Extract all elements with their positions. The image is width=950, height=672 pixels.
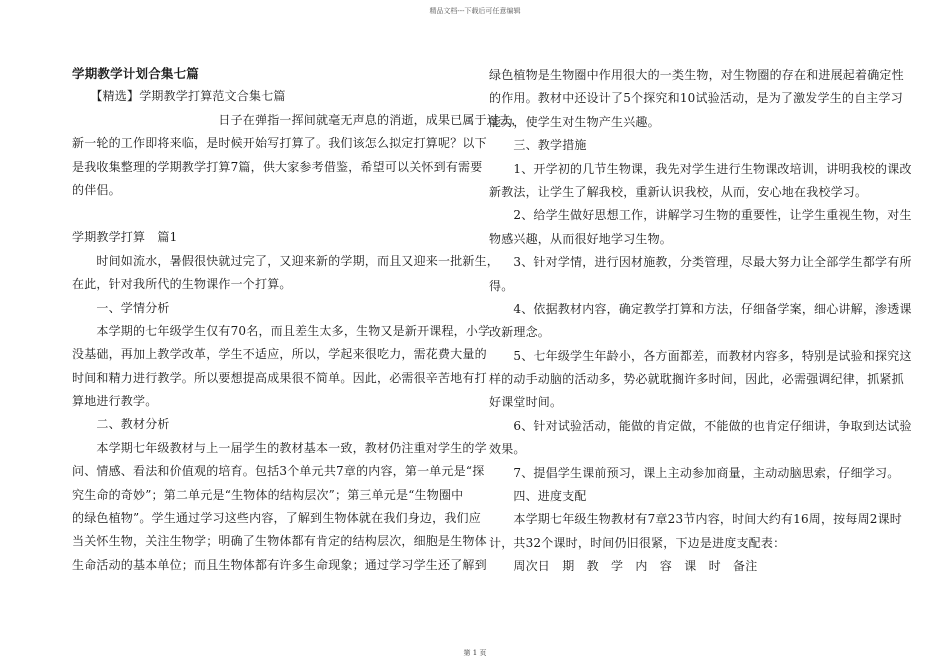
text-line: 本学期七年级教材与上一届学生的教材基本一致，教材仍注重对学生的学 xyxy=(72,440,487,455)
text-line: 绿色植物是生物圈中作用很大的一类生物，对生物圈的存在和进展起着确定性 xyxy=(489,68,904,82)
text-line: 效果。 xyxy=(489,442,526,457)
text-line: 的伴侣。 xyxy=(72,182,121,197)
text-line: 本学期七年级生物教材有7章23节内容，时间大约有16周，按每周2课时 xyxy=(489,512,903,527)
text-line: 新教法，让学生了解我校，重新认识我校，从而，安心地在我校学习。 xyxy=(489,184,868,199)
intro-paragraph xyxy=(72,85,524,202)
text-line: 四、进度支配 xyxy=(489,489,587,504)
text-line: 3、针对学情，进行因材施教，分类管理，尽最大努力让全部学生都学有所 xyxy=(489,255,912,270)
page-number: 第 1 页 xyxy=(463,649,487,657)
text-line: 的作用。教材中还设计了5个探究和10试验活动，是为了激发学生的自主学习 xyxy=(489,91,903,106)
text-line: 6、针对试验活动，能做的肯定做，不能做的也肯定仔细讲，争取到达试验 xyxy=(489,418,912,433)
text-line: 样的动手动脑的活动多，势必就耽搁许多时间，因此，必需强调纪律，抓紧抓 xyxy=(489,372,904,387)
text-line: 好课堂时间。 xyxy=(489,395,563,410)
text-line: 一、学情分析 xyxy=(72,300,170,315)
section-body xyxy=(72,226,500,577)
text-line: 7、提倡学生课前预习，课上主动参加商量，主动动脑思索，仔细学习。 xyxy=(489,465,900,480)
text-line: 的绿色植物”。学生通过学习这些内容，了解到生物体就在我们身边，我们应 xyxy=(72,511,481,526)
text-line: 时间如流水，暑假很快就过完了，又迎来新的学期，而且又迎来一批新生， xyxy=(72,253,500,268)
text-line: 2、给学生做好思想工作，讲解学习生物的重要性，让学生重视生物，对生 xyxy=(489,208,912,223)
text-line: 本学期的七年级学生仅有70名，而且差生太多，生物又是新开课程，小学 xyxy=(72,323,491,338)
text-line: 没基础，再加上教学改革，学生不适应，所以，学起来很吃力，需花费大量的 xyxy=(72,347,487,362)
document-title: 学期教学计划合集七篇 xyxy=(72,66,200,81)
text-line: 三、教学措施 xyxy=(489,138,587,153)
text-line: 得。 xyxy=(489,278,514,293)
text-line: 计，共32个课时，时间仍旧很紧，下边是进度支配表： xyxy=(489,535,786,550)
text-line: 是我收集整理的学期教学打算7篇，供大家参考借鉴，希望可以关怀到有需要 xyxy=(72,159,483,174)
text-line: 问、情感、看法和价值观的培育。包括3个单元共7章的内容，第一单元是“探 xyxy=(72,464,485,479)
text-line: 学期教学打算 篇1 xyxy=(72,230,178,245)
text-line: 算地进行教学。 xyxy=(72,394,158,409)
text-line: 日子在弹指一挥间就毫无声息的消逝，成果已属于过去， xyxy=(72,112,524,127)
text-line: 【精选】学期教学打算范文合集七篇 xyxy=(72,89,286,104)
text-line: 4、依据教材内容，确定教学打算和方法，仔细备学案，细心讲解，渗透课 xyxy=(489,301,912,316)
text-line: 在此，针对我所代的生物课作一个打算。 xyxy=(72,277,292,292)
text-line: 时间和精力进行教学。所以要想提高成果很不简单。因此，必需很辛苦地有打 xyxy=(72,370,487,385)
text-line: 物感兴趣，从而很好地学习生物。 xyxy=(489,231,673,246)
blank-line xyxy=(72,202,467,226)
text-line: 1、开学初的几节生物课，我先对学生进行生物课改培训，讲明我校的课改 xyxy=(489,161,912,176)
text-line: 新一轮的工作即将来临，是时候开始写打算了。我们该怎么拟定打算呢？以下 xyxy=(72,136,487,151)
text-line: 生命活动的基本单位；而且生物体都有许多生命现象；通过学习学生还了解到 xyxy=(72,557,487,572)
text-line: 究生命的奇妙”；第二单元是“生物体的结构层次”；第三单元是“生物圈中 xyxy=(72,487,464,502)
right-column xyxy=(489,64,912,579)
page-header: 精品文档---下载后可任意编辑 xyxy=(429,7,521,15)
text-line: 改新理念。 xyxy=(489,325,551,340)
section-body xyxy=(489,64,912,579)
text-line: 5、七年级学生年龄小，各方面都差，而教材内容多，特别是试验和探究这 xyxy=(489,348,912,363)
text-line: 周次日 期 教 学 内 容 课 时 备注 xyxy=(489,559,758,574)
text-line: 能力，使学生对生物产生兴趣。 xyxy=(489,114,660,129)
text-line: 当关怀生物，关注生物学；明确了生物体都有肯定的结构层次，细胞是生物体 xyxy=(72,534,487,549)
text-line: 二、教材分析 xyxy=(72,417,170,432)
